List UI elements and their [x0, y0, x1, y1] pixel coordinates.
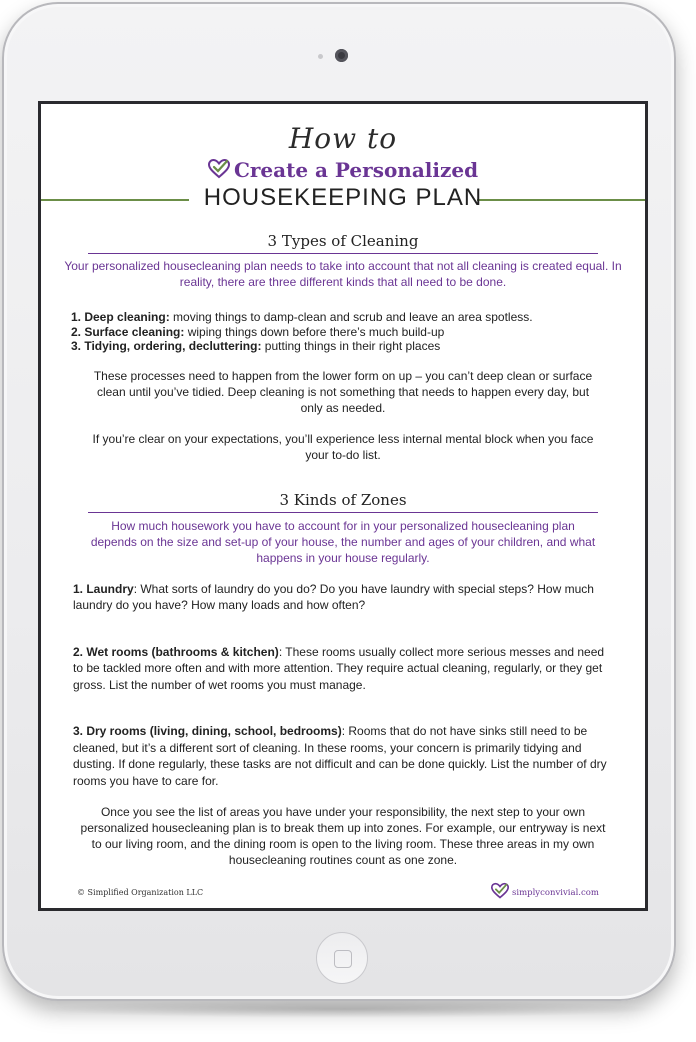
heart-check-icon [491, 882, 509, 900]
subtitle [41, 158, 645, 182]
tablet-shadow [30, 1000, 660, 1018]
subtitle-text: Create a Personalized [233, 158, 479, 182]
how-to-title: How to [288, 122, 398, 155]
section-intro-types: Your personalized housecleaning plan needs to take into account that not all cleaning is created equal. In reality, there are three different kinds that all need to be done. [64, 259, 622, 289]
camera-icon [335, 49, 348, 62]
tablet-frame [2, 2, 676, 1001]
list-item: 2. Surface cleaning: wiping things down before there’s much build-up [71, 324, 445, 339]
cleaning-types-list [71, 310, 645, 354]
list-item: 1. Deep cleaning: moving things to damp-clean and scrub and leave an area spotless. [71, 310, 533, 324]
home-button[interactable] [316, 932, 368, 984]
list-item: 3. Tidying, ordering, decluttering: putting things in their right places [71, 339, 441, 353]
document-page [38, 101, 648, 911]
main-title-row [41, 184, 645, 216]
footer-site [491, 882, 599, 900]
zone-item-wet-rooms: 2. Wet rooms (bathrooms & kitchen): These rooms usually collect more serious messes and need to be tackled more often and with more attention. They require actual cleaning, regularly, or they get gross. List the number of wet rooms you must manage. [73, 644, 605, 692]
main-title: HOUSEKEEPING PLAN [203, 184, 483, 211]
paragraph-closing: Once you see the list of areas you have under your responsibility, the next step to your own personalized housecleaning plan is to break them up into zones. For example, our entryway is next to our living room, and the dining room is open to the living room. These three areas in my own housecleaning routines count as one zone. [80, 805, 606, 867]
section-title-zones: 3 Kinds of Zones [88, 491, 598, 513]
paragraph-expectations: If you’re clear on your expectations, you’ll experience less internal mental block when you face your to-do list. [92, 431, 594, 462]
section-intro-zones: How much housework you have to account for in your personalized housecleaning plan depends on the size and set-up of your house, the number and ages of your children, and what happens in your house regularly. [90, 518, 596, 565]
paragraph-processes: These processes need to happen from the lower form on up – you can’t deep clean or surface clean until you’ve tidied. Deep cleaning is not something that needs to happen every day, but only as needed. [93, 368, 593, 415]
footer-copyright: © Simplified Organization LLC [77, 888, 204, 897]
heart-check-icon [208, 159, 230, 179]
zone-item-dry-rooms: 3. Dry rooms (living, dining, school, bedrooms): Rooms that do not have sinks still need to be cleaned, but it’s a different sort of cleaning. In these rooms, your concern is primarily tidying and dusting. If done regularly, these tasks are not difficult and can be done quickly. List the number of dry rooms you have to care for. [73, 724, 607, 788]
zone-item-laundry: 1. Laundry: What sorts of laundry do you do? Do you have laundry with special steps? How much laundry do you have? How many loads and how often? [73, 581, 594, 612]
section-title-types: 3 Types of Cleaning [88, 232, 598, 254]
page-header [41, 104, 645, 222]
footer-site-text: simplyconvivial.com [512, 888, 599, 898]
home-button-icon [334, 950, 352, 968]
sensor-icon [318, 54, 323, 59]
